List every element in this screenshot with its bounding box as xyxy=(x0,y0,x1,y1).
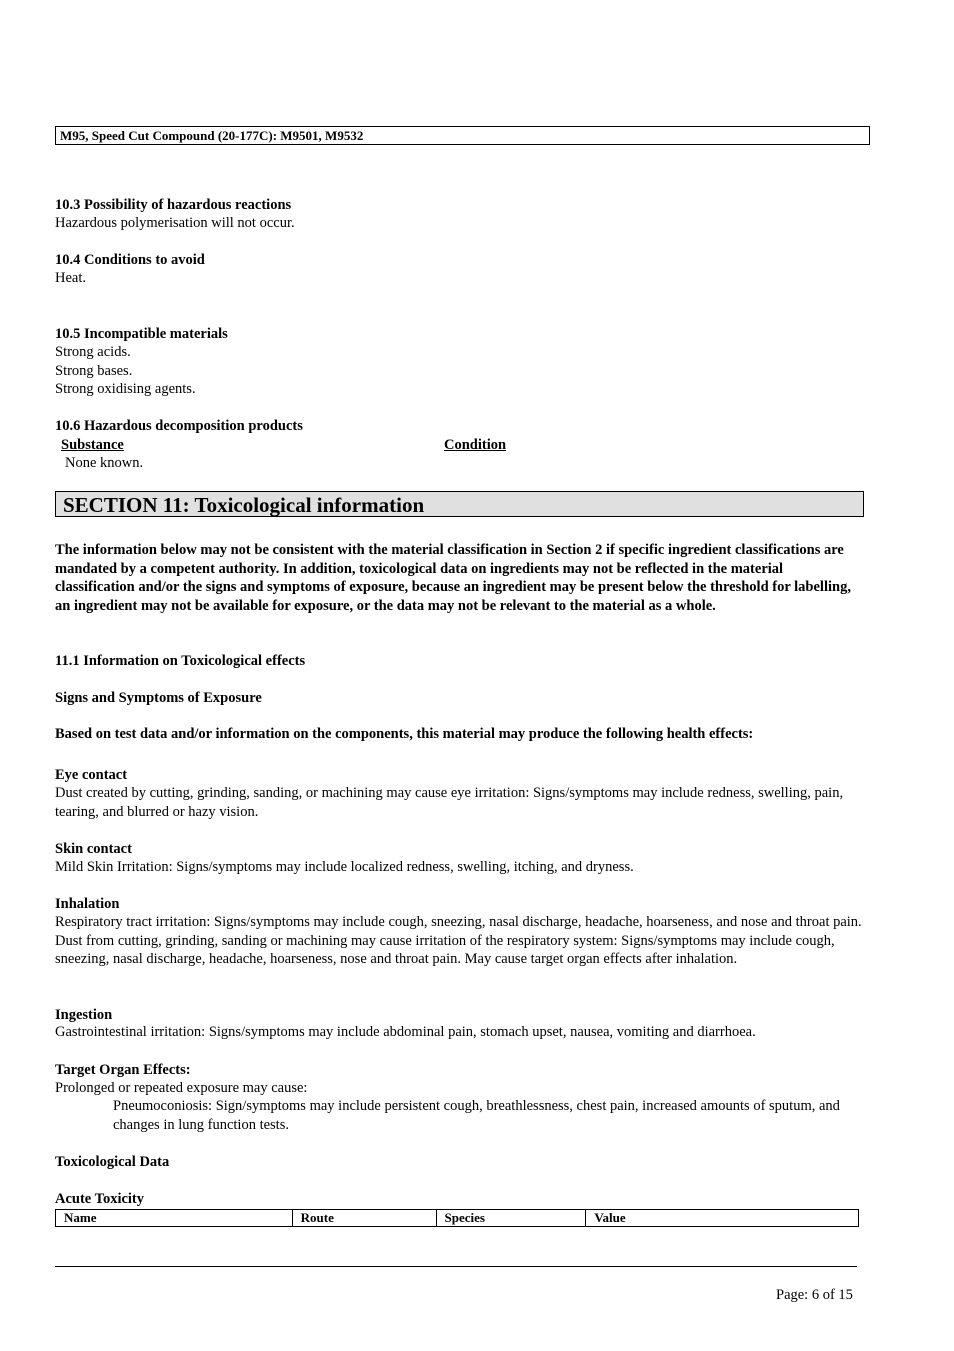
page-number: Page: 6 of 15 xyxy=(776,1287,853,1303)
text-10-4: Heat. xyxy=(55,270,86,286)
document-header: M95, Speed Cut Compound (20-177C): M9501, M9532 xyxy=(55,126,870,145)
tox-data-heading: Toxicological Data xyxy=(55,1154,170,1170)
signs-heading: Signs and Symptoms of Exposure xyxy=(55,690,262,706)
ingestion-text: Gastrointestinal irritation: Signs/symptoms may include abdominal pain, stomach upset, nausea, vomiting and diarrhoea. xyxy=(55,1024,756,1040)
heading-10-5: 10.5 Incompatible materials xyxy=(55,326,228,342)
column-name: Name xyxy=(56,1210,293,1227)
heading-10-4: 10.4 Conditions to avoid xyxy=(55,252,205,268)
footer-divider xyxy=(55,1266,857,1267)
target-organ-detail: Pneumoconiosis: Sign/symptoms may include persistent cough, breathlessness, chest pain, increased amounts of sputum, and changes in lung function tests. xyxy=(113,1098,840,1133)
disclaimer-text: The information below may not be consistent with the material classification in Section 2 if specific ingredient classifications are mandated by a competent authority. In addition, toxicological data on ingredients may not be reflected in the material classification and/or the signs and symptoms of exposure, because an ingredient may be present below the threshold for labelling, an ingredient may not be available for exposure, or the data may not be relevant to the material as a whole. xyxy=(55,542,851,614)
target-organ-intro: Prolonged or repeated exposure may cause: xyxy=(55,1080,308,1096)
heading-10-3: 10.3 Possibility of hazardous reactions xyxy=(55,197,292,213)
section-11-title: SECTION 11: Toxicological information xyxy=(55,491,864,517)
column-species: Species xyxy=(436,1210,586,1227)
skin-contact-text: Mild Skin Irritation: Signs/symptoms may include localized redness, swelling, itching, and dryness. xyxy=(55,859,634,875)
acute-toxicity-heading: Acute Toxicity xyxy=(55,1191,145,1207)
text-10-3: Hazardous polymerisation will not occur. xyxy=(55,215,295,231)
acute-toxicity-table xyxy=(55,1209,859,1227)
table-header-row xyxy=(56,1210,859,1227)
incompatible-item: Strong bases. xyxy=(55,363,133,379)
decomposition-value: None known. xyxy=(65,455,144,471)
column-condition: Condition xyxy=(444,437,507,453)
skin-contact-heading: Skin contact xyxy=(55,841,132,857)
target-organ-heading: Target Organ Effects: xyxy=(55,1062,191,1078)
column-route: Route xyxy=(292,1210,436,1227)
based-on-text: Based on test data and/or information on the components, this material may produce the following health effects: xyxy=(55,726,754,742)
eye-contact-heading: Eye contact xyxy=(55,767,128,783)
incompatible-item: Strong acids. xyxy=(55,344,131,360)
ingestion-heading: Ingestion xyxy=(55,1007,113,1023)
inhalation-text: Respiratory tract irritation: Signs/symptoms may include cough, sneezing, nasal discharge, headache, hoarseness, and nose and throat pain. Dust from cutting, grinding, sanding or machining may cause irritation of the respiratory system: Signs/symptoms may include cough, sneezing, nasal discharge, headache, hoarseness, nose and throat pain. May cause target organ effects after inhalation. xyxy=(55,914,862,967)
inhalation-heading: Inhalation xyxy=(55,896,120,912)
column-substance: Substance xyxy=(61,437,124,453)
eye-contact-text: Dust created by cutting, grinding, sanding, or machining may cause eye irritation: Signs/symptoms may include redness, swelling, pain, tearing, and blurred or hazy vision. xyxy=(55,785,844,820)
heading-11-1: 11.1 Information on Toxicological effects xyxy=(55,653,306,669)
incompatible-item: Strong oxidising agents. xyxy=(55,381,196,397)
column-value: Value xyxy=(586,1210,859,1227)
heading-10-6: 10.6 Hazardous decomposition products xyxy=(55,418,303,434)
